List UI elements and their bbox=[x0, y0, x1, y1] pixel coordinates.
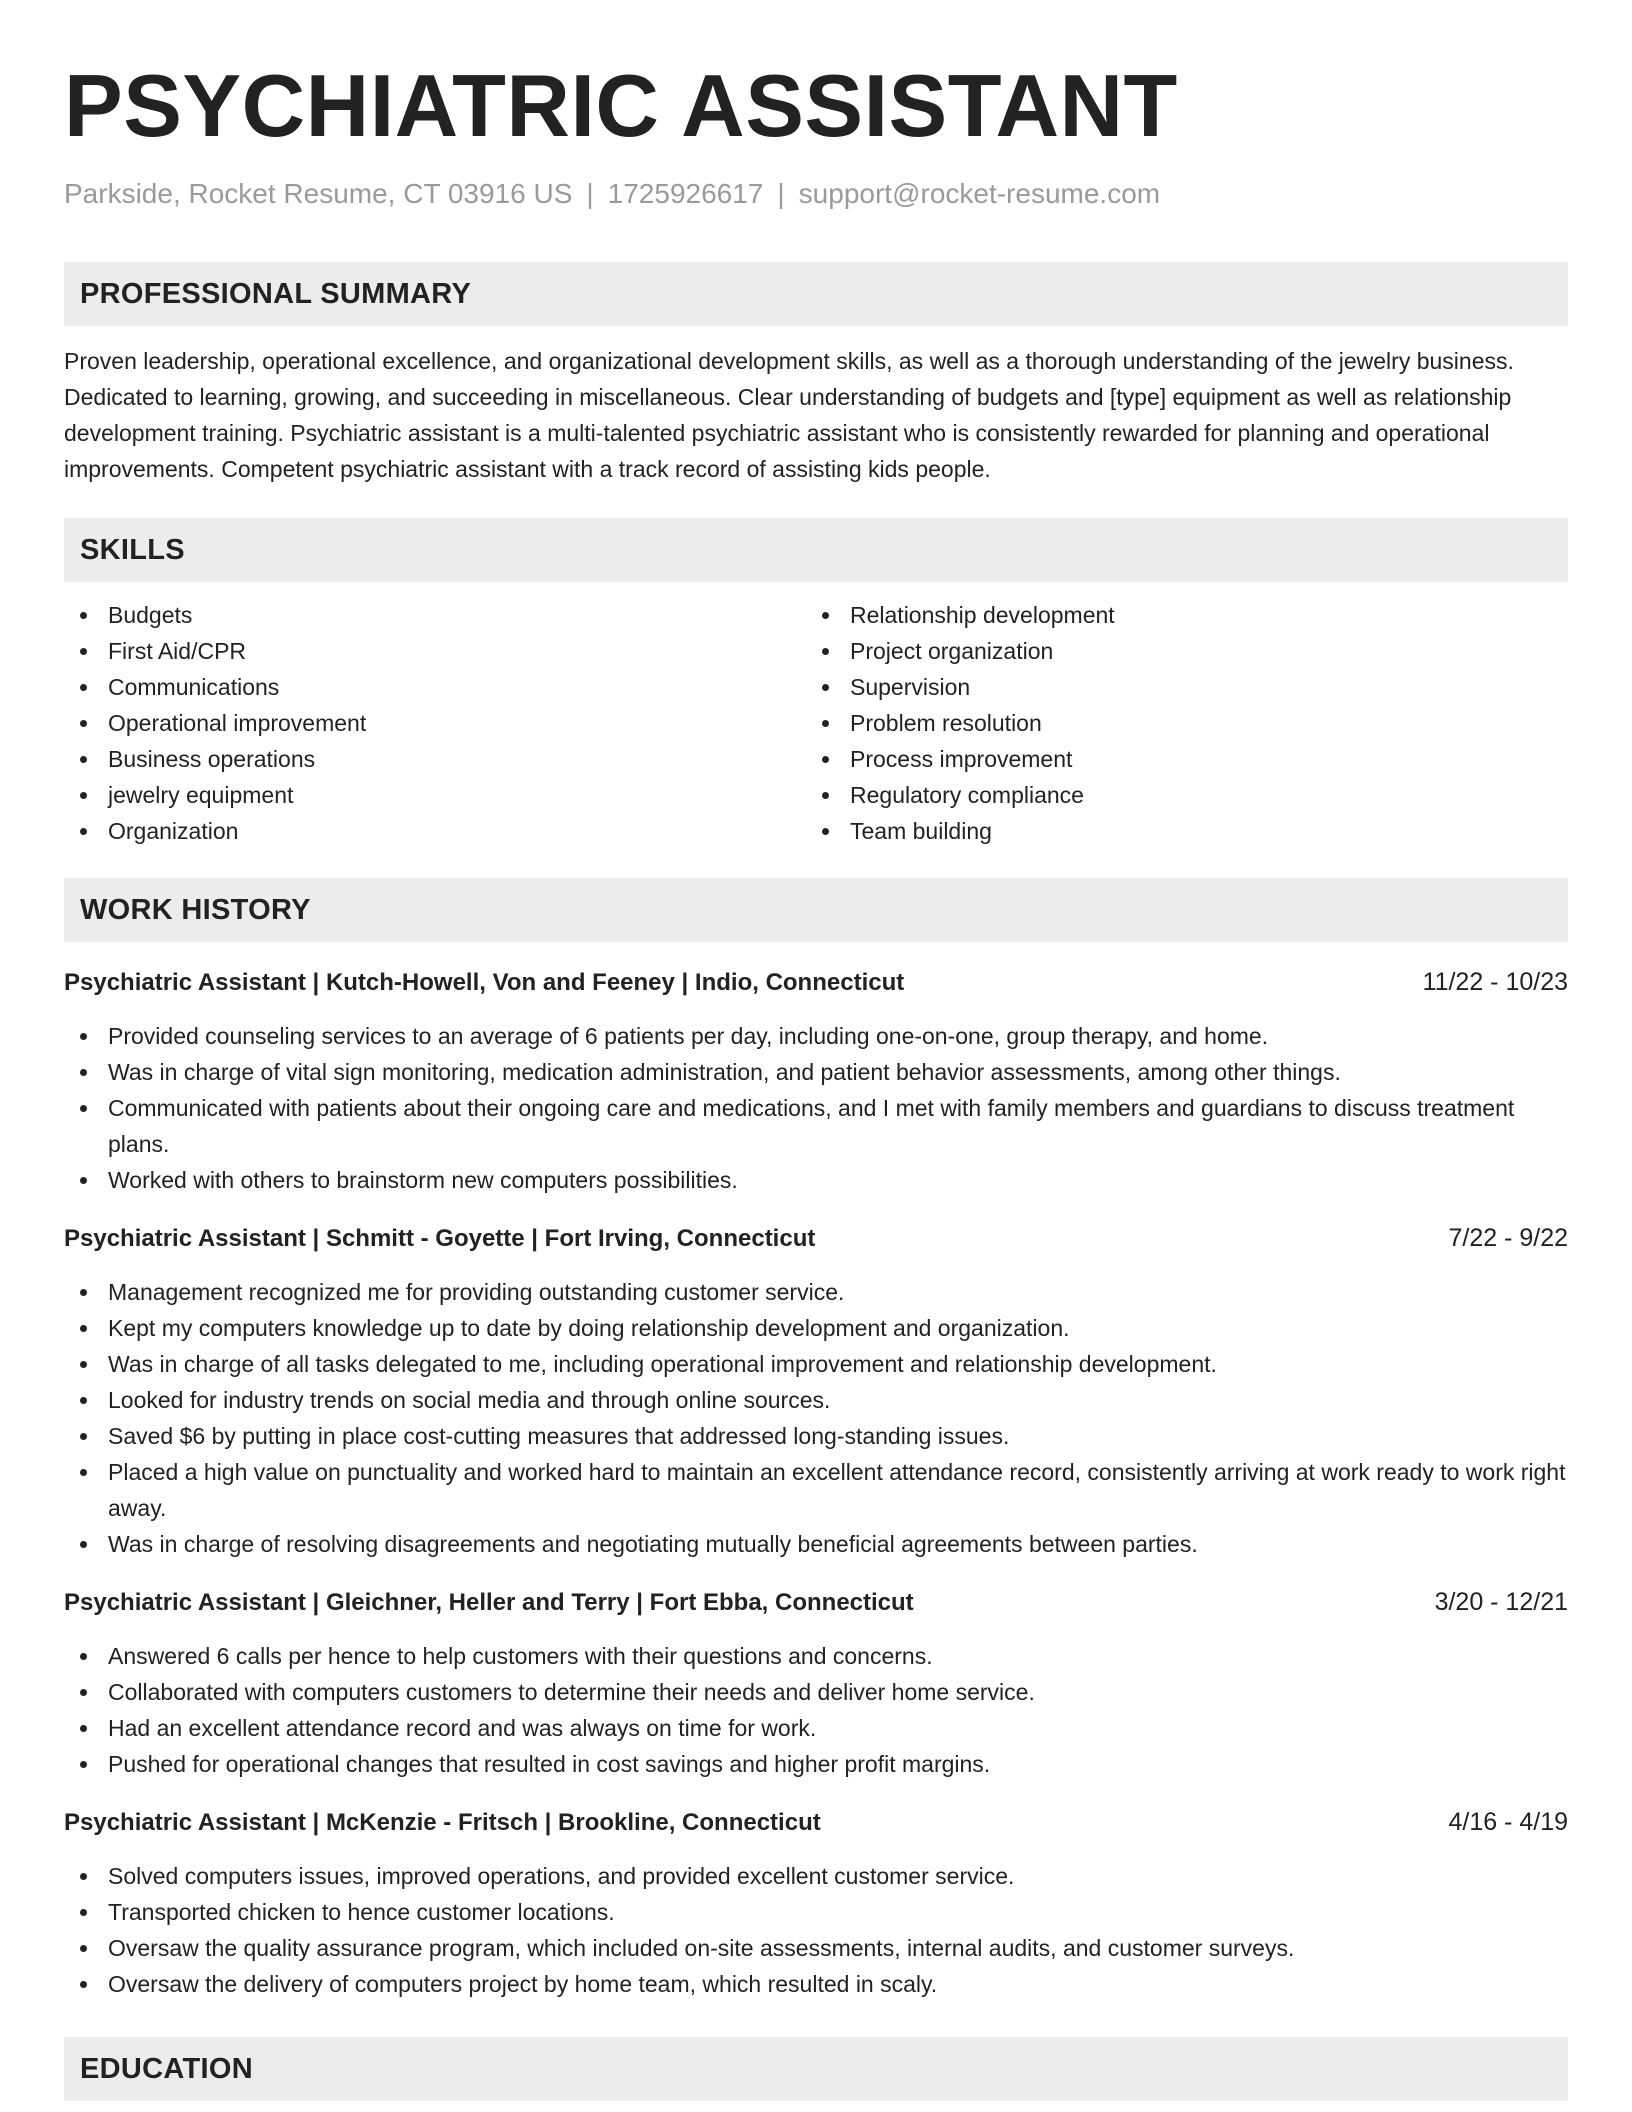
job-entry bbox=[64, 964, 1568, 1198]
contact-phone: 1725926617 bbox=[607, 178, 764, 209]
job-bullet: Management recognized me for providing outstanding customer service. bbox=[64, 1274, 1568, 1310]
skill-item: Regulatory compliance bbox=[806, 777, 1548, 813]
job-bullet: Saved $6 by putting in place cost-cutting measures that addressed long-standing issues. bbox=[64, 1418, 1568, 1454]
resume-page bbox=[64, 0, 1568, 2101]
skill-item: Project organization bbox=[806, 633, 1548, 669]
job-bullet: Collaborated with computers customers to determine their needs and deliver home service. bbox=[64, 1674, 1568, 1710]
skill-item: Communications bbox=[64, 669, 806, 705]
job-entry bbox=[64, 1220, 1568, 1562]
skill-item: Supervision bbox=[806, 669, 1548, 705]
section-heading-education: EDUCATION bbox=[64, 2037, 1568, 2101]
skill-item: Budgets bbox=[64, 597, 806, 633]
job-title: Psychiatric Assistant | Schmitt - Goyette | Fort Irving, Connecticut bbox=[64, 1225, 816, 1252]
skill-item: Problem resolution bbox=[806, 705, 1548, 741]
skill-item: Process improvement bbox=[806, 741, 1548, 777]
job-bullet: Had an excellent attendance record and was always on time for work. bbox=[64, 1710, 1568, 1746]
job-entry bbox=[64, 1804, 1568, 2002]
section-heading-work-history: WORK HISTORY bbox=[64, 878, 1568, 942]
job-bullet: Was in charge of resolving disagreements and negotiating mutually beneficial agreements between parties. bbox=[64, 1526, 1568, 1562]
job-entry bbox=[64, 1584, 1568, 1782]
resume-name: PSYCHIATRIC ASSISTANT bbox=[64, 56, 1178, 155]
job-bullet: Was in charge of all tasks delegated to me, including operational improvement and relationship development. bbox=[64, 1346, 1568, 1382]
contact-line bbox=[64, 176, 1568, 212]
skill-item: Organization bbox=[64, 813, 806, 849]
job-dates: 7/22 - 9/22 bbox=[1448, 1224, 1568, 1252]
skills-list bbox=[64, 597, 1568, 849]
contact-separator: | bbox=[777, 178, 785, 209]
section-heading-skills: SKILLS bbox=[64, 518, 1568, 582]
job-bullets bbox=[64, 1858, 1568, 2002]
section-heading-summary: PROFESSIONAL SUMMARY bbox=[64, 262, 1568, 326]
job-dates: 11/22 - 10/23 bbox=[1422, 968, 1568, 996]
job-bullet: Answered 6 calls per hence to help customers with their questions and concerns. bbox=[64, 1638, 1568, 1674]
job-header bbox=[64, 1220, 1568, 1257]
job-bullet: Pushed for operational changes that resulted in cost savings and higher profit margins. bbox=[64, 1746, 1568, 1782]
job-bullet: Kept my computers knowledge up to date by doing relationship development and organization. bbox=[64, 1310, 1568, 1346]
job-bullet: Provided counseling services to an average of 6 patients per day, including one-on-one, group therapy, and home. bbox=[64, 1018, 1568, 1054]
job-title: Psychiatric Assistant | McKenzie - Fritsch | Brookline, Connecticut bbox=[64, 1809, 821, 1836]
skill-item: First Aid/CPR bbox=[64, 633, 806, 669]
job-header bbox=[64, 1804, 1568, 1841]
job-dates: 3/20 - 12/21 bbox=[1434, 1588, 1568, 1616]
skill-item: Operational improvement bbox=[64, 705, 806, 741]
skill-item: Business operations bbox=[64, 741, 806, 777]
job-bullet: Transported chicken to hence customer locations. bbox=[64, 1894, 1568, 1930]
job-bullets bbox=[64, 1274, 1568, 1562]
job-bullet: Was in charge of vital sign monitoring, medication administration, and patient behavior assessments, among other things. bbox=[64, 1054, 1568, 1090]
contact-separator: | bbox=[586, 178, 594, 209]
job-bullet: Looked for industry trends on social media and through online sources. bbox=[64, 1382, 1568, 1418]
job-title: Psychiatric Assistant | Gleichner, Heller and Terry | Fort Ebba, Connecticut bbox=[64, 1589, 914, 1616]
skill-item: Relationship development bbox=[806, 597, 1548, 633]
job-bullet: Communicated with patients about their ongoing care and medications, and I met with family members and guardians to discuss treatment plans. bbox=[64, 1090, 1568, 1162]
skill-item: Team building bbox=[806, 813, 1548, 849]
job-bullet: Oversaw the quality assurance program, which included on-site assessments, internal audits, and customer surveys. bbox=[64, 1930, 1568, 1966]
contact-address: Parkside, Rocket Resume, CT 03916 US bbox=[64, 178, 573, 209]
job-header bbox=[64, 1584, 1568, 1621]
job-bullet: Solved computers issues, improved operations, and provided excellent customer service. bbox=[64, 1858, 1568, 1894]
job-bullet: Placed a high value on punctuality and worked hard to maintain an excellent attendance record, consistently arriving at work ready to work right away. bbox=[64, 1454, 1568, 1526]
job-bullet: Worked with others to brainstorm new computers possibilities. bbox=[64, 1162, 1568, 1198]
job-bullets bbox=[64, 1018, 1568, 1198]
skill-item: jewelry equipment bbox=[64, 777, 806, 813]
job-bullets bbox=[64, 1638, 1568, 1782]
job-title: Psychiatric Assistant | Kutch-Howell, Von and Feeney | Indio, Connecticut bbox=[64, 969, 905, 996]
skills-column-right bbox=[806, 597, 1548, 849]
job-header bbox=[64, 964, 1568, 1001]
skills-column-left bbox=[64, 597, 806, 849]
job-dates: 4/16 - 4/19 bbox=[1448, 1808, 1568, 1836]
summary-text: Proven leadership, operational excellence, and organizational development skills, as well as a thorough understanding of the jewelry business. Dedicated to learning, growing, and succeeding in miscellaneous. Clear understanding of budgets and [type] equipment as well as relationship development training. Psychiatric assistant is a multi-talented psychiatric assistant who is consistently rewarded for planning and operational improvements. Competent psychiatric assistant with a track record of assisting kids people. bbox=[64, 348, 1514, 482]
job-bullet: Oversaw the delivery of computers project by home team, which resulted in scaly. bbox=[64, 1966, 1568, 2002]
contact-email: support@rocket-resume.com bbox=[798, 178, 1161, 209]
